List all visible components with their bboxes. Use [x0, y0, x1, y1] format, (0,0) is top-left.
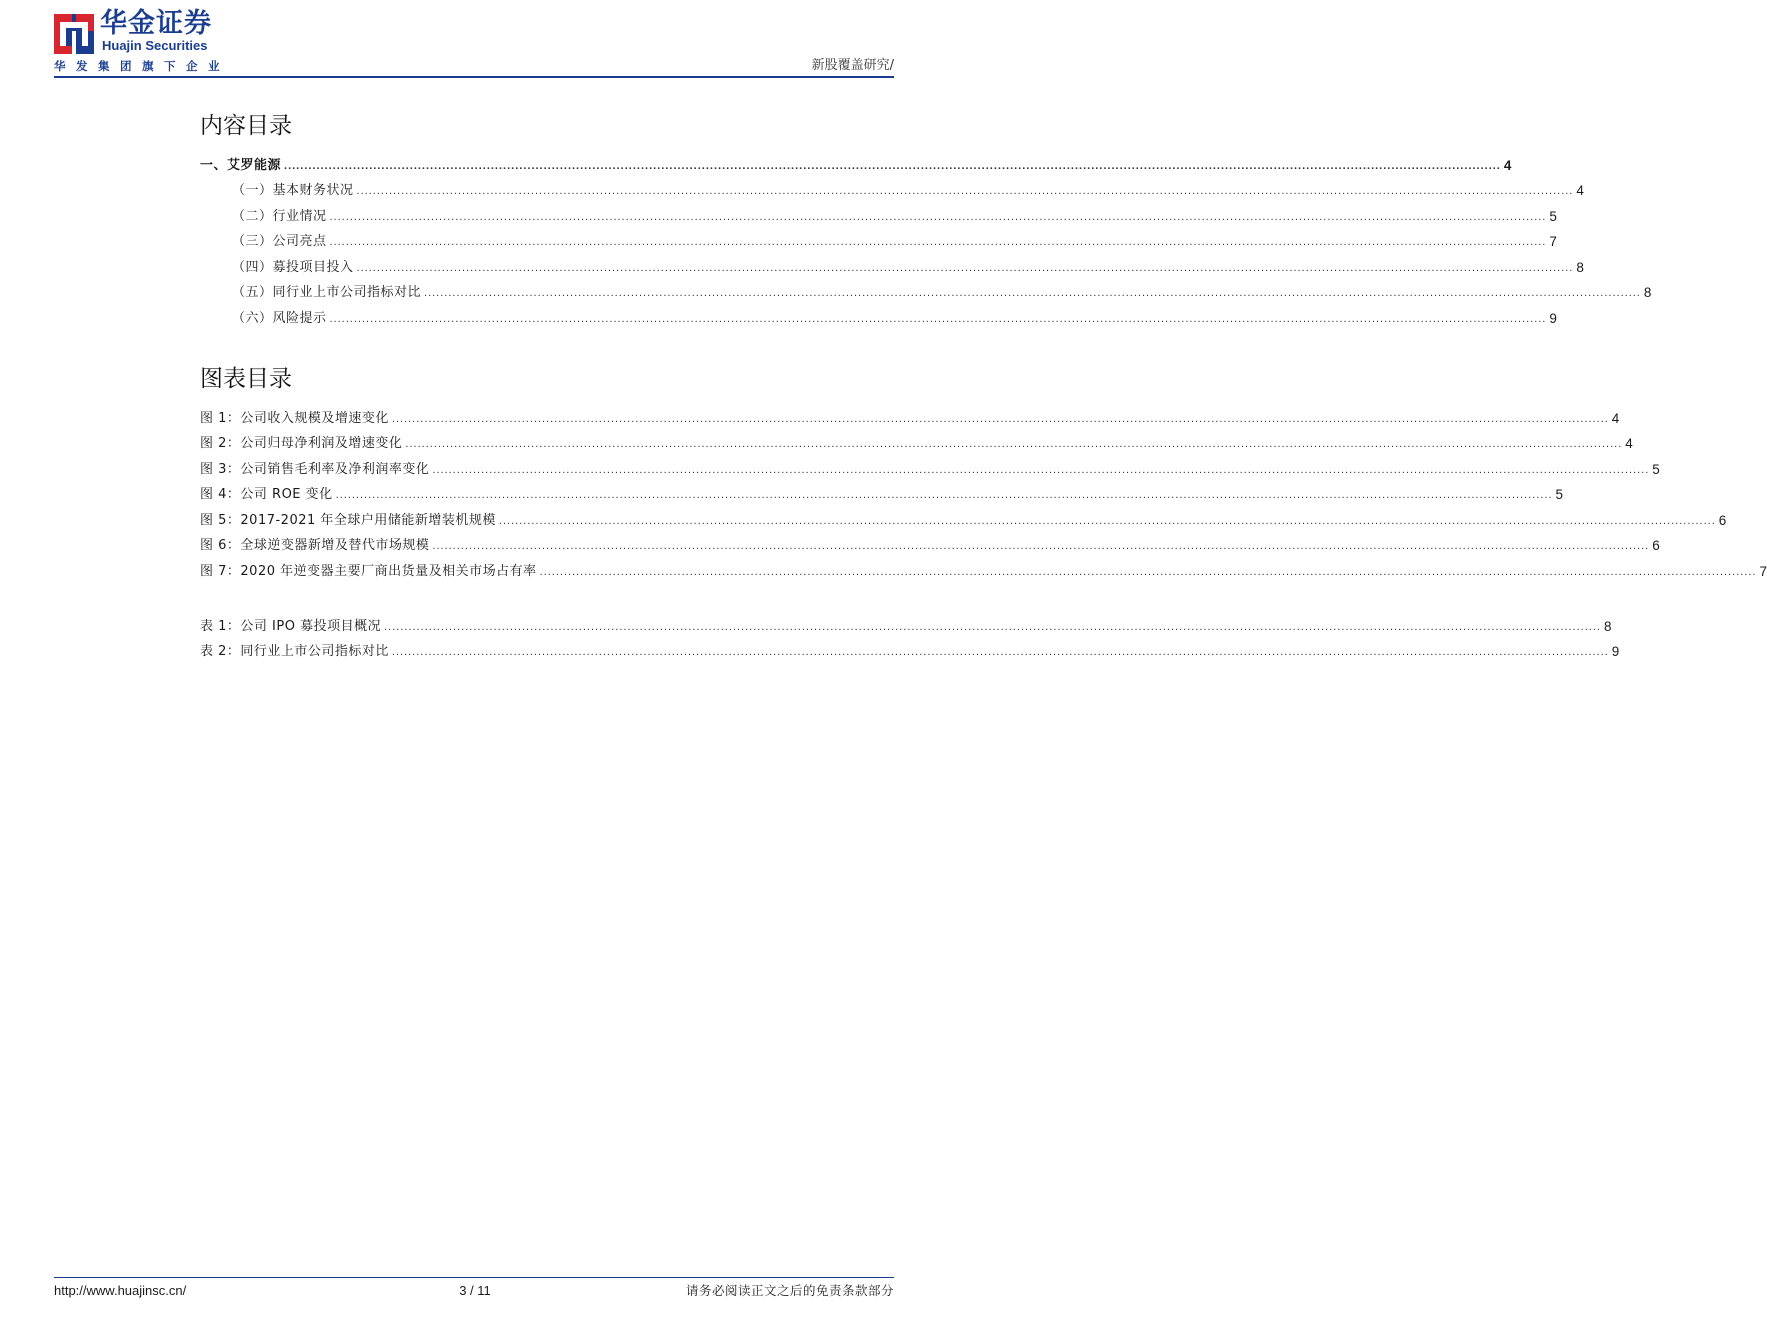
toc-entry-title: （二）行业情况 [232, 208, 327, 224]
brand-name-cn: 华金证券 [100, 8, 212, 39]
figure-entry[interactable] [200, 483, 1564, 509]
toc-entry-title: （五）同行业上市公司指标对比 [232, 285, 422, 301]
footer-disclaimer: 请务必阅读正文之后的免责条款部分 [685, 1283, 894, 1298]
figure-entry-page: 4 [1625, 436, 1633, 452]
toc-entry-page: 4 [1503, 157, 1512, 173]
dot-leader: ............................................................................................................................................................................................................................................................................................................ [356, 185, 1574, 198]
figure-entry-title: 图 2：公司归母净利润及增速变化 [200, 436, 403, 452]
toc-entry[interactable] [200, 255, 1584, 281]
table-entry[interactable] [200, 640, 1620, 666]
toc-entry-title: （四）募投项目投入 [232, 259, 354, 275]
toc-entry[interactable] [200, 153, 1512, 179]
contents-title: 内容目录 [200, 113, 292, 139]
report-type: 新股覆盖研究/ [811, 58, 894, 73]
toc-entry-page: 9 [1549, 310, 1557, 326]
toc-entry-title: 一、艾罗能源 [200, 157, 282, 173]
table-entry-title: 表 1：公司 IPO 募投项目概况 [200, 618, 382, 634]
figure-entry-page: 6 [1652, 538, 1660, 554]
tables-list [200, 614, 1620, 665]
table-entry-title: 表 2：同行业上市公司指标对比 [200, 644, 389, 660]
figure-entry-page: 6 [1718, 512, 1727, 528]
dot-leader: ............................................................................................................................................................................................................................................................................................................ [432, 540, 1650, 553]
figure-entry[interactable] [200, 406, 1620, 432]
logo-mark-icon [54, 14, 94, 54]
dot-leader: ............................................................................................................................................................................................................................................................................................................ [432, 463, 1650, 476]
toc-entry-page: 7 [1549, 234, 1557, 250]
figure-entry-page: 5 [1652, 461, 1660, 477]
footer-url-link[interactable]: http://www.huajinsc.cn/ [54, 1283, 187, 1298]
dot-leader: ............................................................................................................................................................................................................................................................................................................ [329, 210, 1547, 223]
dot-leader: ............................................................................................................................................................................................................................................................................................................ [498, 514, 1716, 527]
figure-entry-title: 图 5：2017-2021 年全球户用储能新增装机规模 [200, 512, 496, 528]
toc-entry[interactable] [200, 204, 1557, 230]
figure-entry[interactable] [200, 432, 1633, 458]
figure-entry-page: 7 [1759, 563, 1767, 579]
table-entry-page: 9 [1611, 644, 1620, 660]
dot-leader: ............................................................................................................................................................................................................................................................................................................ [284, 159, 1501, 172]
figure-entry-page: 5 [1555, 487, 1564, 503]
figure-entry-title: 图 1：公司收入规模及增速变化 [200, 410, 389, 426]
dot-leader: ............................................................................................................................................................................................................................................................................................................ [335, 489, 1553, 502]
toc-entry[interactable] [200, 306, 1557, 332]
dot-leader: ............................................................................................................................................................................................................................................................................................................ [356, 261, 1574, 274]
figure-entry-title: 图 6：全球逆变器新增及替代市场规模 [200, 538, 430, 554]
dot-leader: ............................................................................................................................................................................................................................................................................................................ [391, 412, 1609, 425]
toc-entry-page: 8 [1643, 285, 1652, 301]
contents-list [200, 153, 1652, 332]
table-entry[interactable] [200, 614, 1612, 640]
toc-entry-page: 5 [1549, 208, 1557, 224]
toc-entry[interactable] [200, 179, 1584, 205]
page-number: 3 / 11 [459, 1283, 491, 1298]
toc-entry-title: （六）风险提示 [232, 310, 327, 326]
dot-leader: ............................................................................................................................................................................................................................................................................................................ [384, 620, 1601, 633]
figure-entry[interactable] [200, 508, 1727, 534]
figure-entry-title: 图 3：公司销售毛利率及净利润率变化 [200, 461, 430, 477]
brand-name-en: Huajin Securities [102, 38, 208, 53]
figure-entry[interactable] [200, 457, 1660, 483]
table-entry-page: 8 [1603, 618, 1612, 634]
figures-list [200, 406, 1767, 585]
footer-divider [54, 1277, 894, 1278]
toc-entry-page: 4 [1576, 183, 1584, 199]
figure-entry[interactable] [200, 559, 1767, 585]
dot-leader: ............................................................................................................................................................................................................................................................................................................ [405, 438, 1623, 451]
dot-leader: ............................................................................................................................................................................................................................................................................................................ [329, 236, 1547, 249]
toc-entry[interactable] [200, 230, 1557, 256]
company-logo [54, 14, 94, 54]
figure-entry-title: 图 4：公司 ROE 变化 [200, 487, 333, 503]
figure-entry-title: 图 7：2020 年逆变器主要厂商出货量及相关市场占有率 [200, 563, 537, 579]
figures-title: 图表目录 [200, 366, 292, 392]
header-divider [54, 76, 894, 78]
toc-entry-title: （一）基本财务状况 [232, 183, 354, 199]
toc-entry[interactable] [200, 281, 1652, 307]
figure-entry-page: 4 [1611, 410, 1620, 426]
dot-leader: ............................................................................................................................................................................................................................................................................................................ [539, 565, 1757, 578]
toc-entry-title: （三）公司亮点 [232, 234, 327, 250]
dot-leader: ............................................................................................................................................................................................................................................................................................................ [329, 312, 1547, 325]
toc-entry-page: 8 [1576, 259, 1584, 275]
dot-leader: ............................................................................................................................................................................................................................................................................................................ [391, 646, 1609, 659]
figure-entry[interactable] [200, 534, 1660, 560]
dot-leader: ............................................................................................................................................................................................................................................................................................................ [424, 287, 1641, 300]
group-subtitle: 华发集团旗下企业 [54, 59, 230, 73]
